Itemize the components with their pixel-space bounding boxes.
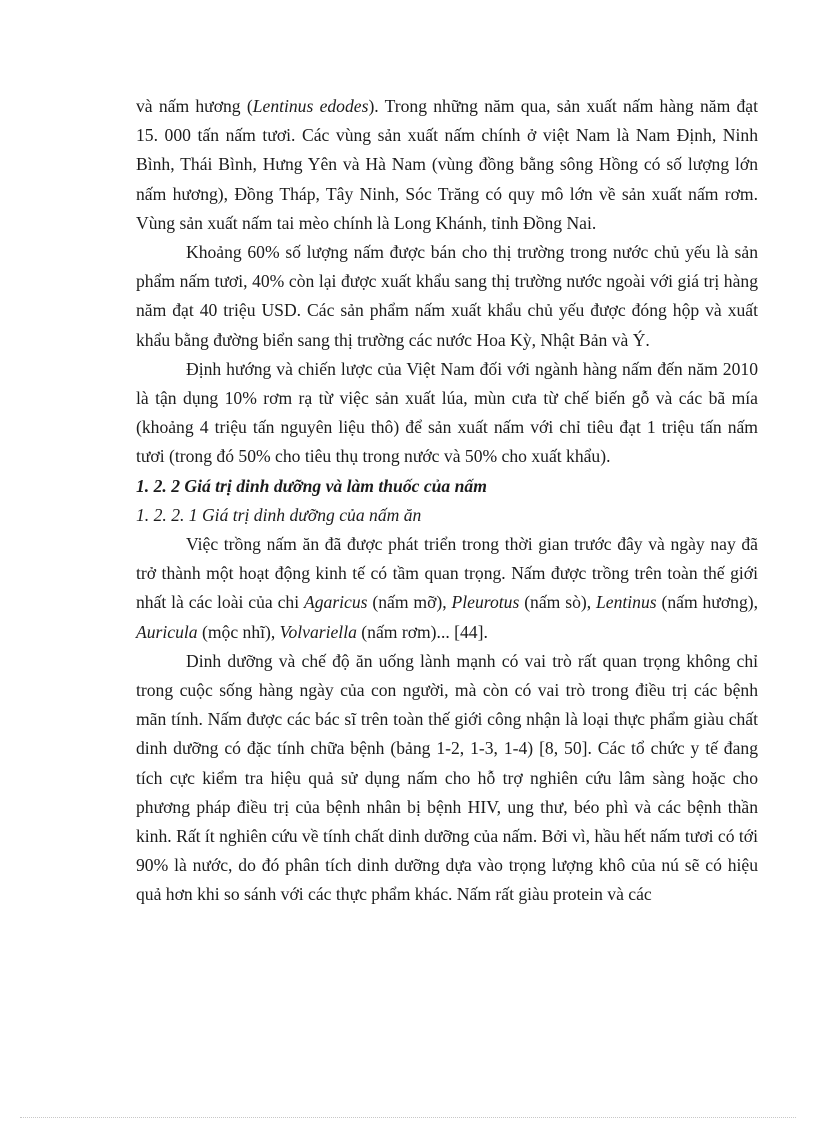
text-run: (nấm mỡ), (367, 592, 452, 613)
section-heading: 1. 2. 2 Giá trị dinh dưỡng và làm thuốc của nấm (136, 475, 487, 496)
text-run: (nấm rơm)... [44]. (356, 621, 488, 642)
paragraph-2: Khoảng 60% số lượng nấm được bán cho thị trường trong nước chủ yếu là sản phẩm nấm tươi, 40% còn lại được xuất khẩu sang thị trường nước ngoài với giá trị hàng năm đạt 40 triệu USD. Các sản phẩm nấm xuất khẩu chủ yếu được đóng hộp và xuất khẩu bằng đường biển sang thị trường các nước Hoa Kỳ, Nhật Bản và Ý. (136, 242, 758, 350)
subsection-heading: 1. 2. 2. 1 Giá trị dinh dưỡng của nấm ăn (136, 504, 422, 525)
paragraph-4 (136, 530, 758, 647)
document-page (136, 92, 758, 910)
paragraph-1 (136, 92, 758, 238)
paragraph-5: Dinh dưỡng và chế độ ăn uống lành mạnh có vai trò rất quan trọng không chỉ trong cuộc sống hàng ngày của con người, mà còn có vai trò trong điều trị các bệnh mãn tính. Nấm được các bác sĩ trên toàn thế giới công nhận là loại thực phẩm giàu chất dinh dưỡng có đặc tính chữa bệnh (bảng 1-2, 1-3, 1-4) [8, 50]. Các tổ chức y tế đang tích cực kiểm tra hiệu quả sử dụng nấm cho hỗ trợ nghiên cứu lâm sàng hoặc cho phương pháp điều trị của bệnh nhân bị bệnh HIV, ung thư, béo phì và các bệnh thần kinh. Rất ít nghiên cứu về tính chất dinh dưỡng của nấm. Bởi vì, hầu hết nấm tươi có tới 90% là nước, do đó phân tích dinh dưỡng dựa vào trọng lượng khô của nú sẽ có hiệu quả hơn khi so sánh với các thực phẩm khác. Nấm rất giàu protein và các (136, 650, 758, 905)
species-name: Lentinus edodes (252, 96, 369, 116)
text-run: (mộc nhĩ), (197, 621, 280, 642)
genus-name: Agaricus (303, 592, 368, 613)
text-run: Việc trồng nấm ăn đã được phát triển trong thời gian trước đây và ngày nay đã trở thành một hoạt động kinh tế có tầm quan trọng. Nấm được trồng trên toàn thế giới nhất là các loài của chi (136, 534, 758, 613)
genus-name: Pleurotus (451, 592, 520, 613)
genus-name: Lentinus (596, 592, 657, 613)
text-run: (nấm hương), (656, 592, 759, 613)
text-run: ). Trong những năm qua, sản xuất nấm hàng năm đạt 15. 000 tấn nấm tươi. Các vùng sản xuất nấm chính ở việt Nam là Nam Định, Ninh Bình, Thái Bình, Hưng Yên và Hà Nam (vùng đồng bằng sông Hồng có số lượng lớn nấm hương), Đồng Tháp, Tây Ninh, Sóc Trăng có quy mô lớn về sản xuất nấm rơm. Vùng sản xuất nấm tai mèo chính là Long Khánh, tỉnh Đồng Nai. (136, 96, 758, 233)
text-run: (nấm sò), (519, 592, 596, 613)
footer-divider (20, 1117, 796, 1118)
paragraph-3: Định hướng và chiến lược của Việt Nam đối với ngành hàng nấm đến năm 2010 là tận dụng 10% rơm rạ từ việc sản xuất lúa, mùn cưa từ chế biến gỗ và các bã mía (khoảng 4 triệu tấn nguyên liệu thô) để sản xuất nấm với chỉ tiêu đạt 1 triệu tấn nấm tươi (trong đó 50% cho tiêu thụ trong nước và 50% cho xuất khẩu). (136, 358, 758, 467)
text-run: và nấm hương ( (136, 96, 253, 116)
genus-name: Volvariella (279, 621, 357, 642)
genus-name: Auricula (136, 621, 198, 642)
